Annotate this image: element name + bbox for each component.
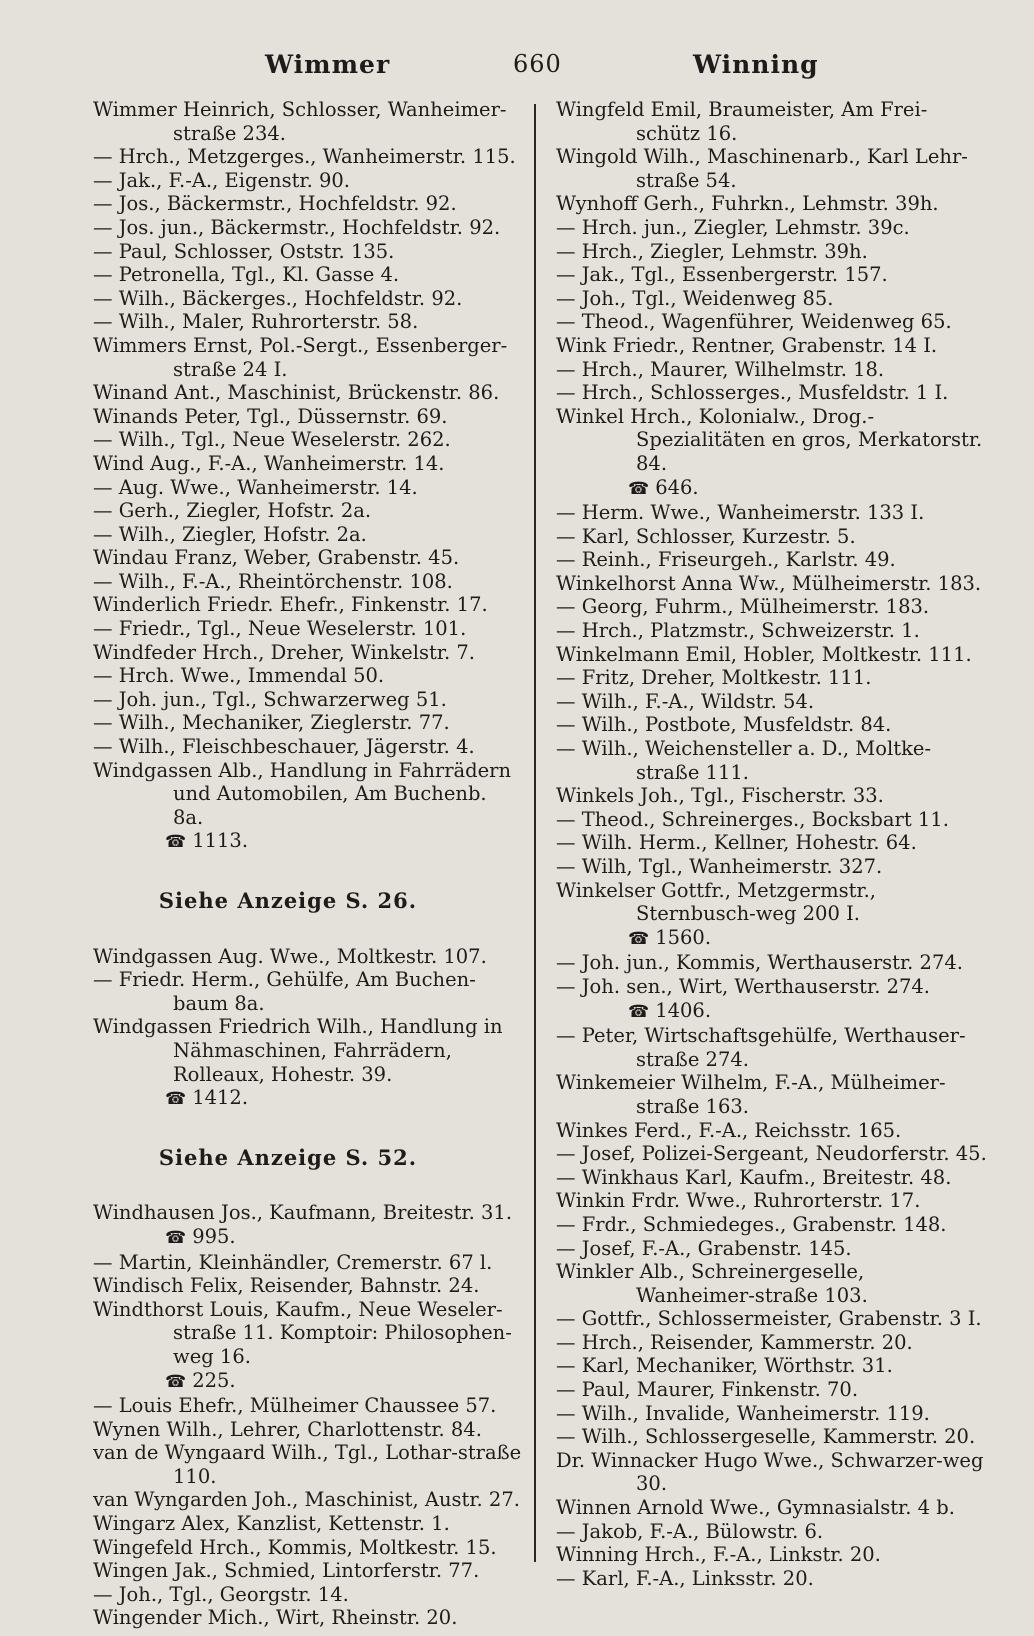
directory-entry: Winkel Hrch., Kolonialw., Drog.-Spezialitäten en gros, Merkatorstr. 84. <box>556 404 983 475</box>
directory-entry: Wingefeld Hrch., Kommis, Moltkestr. 15. <box>93 1535 497 1559</box>
directory-entry: — Wilh. Herm., Kellner, Hohestr. 64. <box>556 831 917 855</box>
directory-entry: — Hrch., Ziegler, Lehmstr. 39h. <box>556 239 868 263</box>
telephone-icon: ☎ <box>628 928 650 949</box>
directory-entry: — Wilh, Tgl., Wanheimerstr. 327. <box>556 855 883 878</box>
directory-entry: — Jakob, F.-A., Bülowstr. 6. <box>556 1519 824 1543</box>
directory-entry: — Hrch., Platzmstr., Schweizerstr. 1. <box>556 619 920 643</box>
directory-entry: — Hrch. Wwe., Immendal 50. <box>93 664 385 688</box>
directory-entry: — Wilh., Fleischbeschauer, Jägerstr. 4. <box>93 735 475 759</box>
directory-entry: — Friedr., Tgl., Neue Weselerstr. 101. <box>93 617 467 641</box>
directory-entry: Winkemeier Wilhelm, F.-A., Mülheimer-straße 163. <box>556 1071 946 1118</box>
directory-entry: ☎ 1412. <box>165 1086 249 1110</box>
directory-entry: Winands Peter, Tgl., Düssernstr. 69. <box>93 404 448 428</box>
directory-entry: Windgassen Alb., Handlung in Fahrrädern und Automobilen, Am Buchenb. 8a. <box>93 758 512 829</box>
directory-entry: Wimmer Heinrich, Schlosser, Wanheimer-straße 234. <box>93 98 507 145</box>
directory-entry: Wimmers Ernst, Pol.-Sergt., Essenberger-straße 24 I. <box>93 333 508 381</box>
directory-entry: — Martin, Kleinhändler, Cremerstr. 67 l. <box>93 1250 493 1274</box>
directory-entry: van de Wyngaard Wilh., Tgl., Lothar-straße 110. <box>93 1441 522 1488</box>
directory-entry: Wingarz Alex, Kanzlist, Kettenstr. 1. <box>93 1512 450 1536</box>
directory-entry: — Hrch., Schlosserges., Musfeldstr. 1 I. <box>556 381 949 405</box>
directory-entry: — Friedr. Herm., Gehülfe, Am Buchen-baum 8a. <box>93 968 476 1015</box>
directory-entry: — Gottfr., Schlossermeister, Grabenstr. 3 I. <box>556 1307 982 1331</box>
header-right-keyword: Winning <box>693 50 819 79</box>
directory-entry: — Gerh., Ziegler, Hofstr. 2a. <box>93 499 372 523</box>
directory-entry: Winkelser Gottfr., Metzgermstr., Sternbusch-weg 200 I. <box>556 878 877 926</box>
header-left-keyword: Wimmer <box>265 50 391 79</box>
directory-entry: — Paul, Maurer, Finkenstr. 70. <box>556 1378 859 1402</box>
directory-entry: — Theod., Schreinerges., Bocksbart 11. <box>556 807 949 831</box>
directory-entry: — Jak., F.-A., Eigenstr. 90. <box>93 168 350 192</box>
directory-entry: Wingfeld Emil, Braumeister, Am Frei-schütz 16. <box>556 98 928 145</box>
directory-entry: — Karl, Mechaniker, Wörthstr. 31. <box>556 1354 893 1378</box>
directory-entry: Dr. Winnacker Hugo Wwe., Schwarzer-weg 30. <box>556 1448 984 1496</box>
directory-entry: — Karl, F.-A., Linksstr. 20. <box>556 1566 814 1590</box>
directory-entry: — Winkhaus Karl, Kaufm., Breitestr. 48. <box>556 1165 952 1189</box>
directory-entry: — Jos., Bäckermstr., Hochfeldstr. 92. <box>93 192 457 216</box>
directory-entry: — Hrch., Reisender, Kammerstr. 20. <box>556 1330 913 1354</box>
directory-entry: — Jos. jun., Bäckermstr., Hochfeldstr. 92. <box>93 215 501 239</box>
telephone-icon: ☎ <box>165 1371 187 1392</box>
directory-entry: — Wilh., Mechaniker, Zieglerstr. 77. <box>93 711 450 735</box>
directory-entry: — Aug. Wwe., Wanheimerstr. 14. <box>93 475 418 499</box>
directory-entry: Wingold Wilh., Maschinenarb., Karl Lehr-straße 54. <box>556 145 968 192</box>
directory-entry: — Reinh., Friseurgeh., Karlstr. 49. <box>556 548 896 572</box>
directory-entry: Winnen Arnold Wwe., Gymnasialstr. 4 b. <box>556 1496 955 1520</box>
directory-entry: Winkelhorst Anna Ww., Mülheimerstr. 183. <box>556 571 982 595</box>
directory-entry: — Wilh., Weichensteller a. D., Moltke-straße 111. <box>556 737 932 784</box>
directory-entry: Wingen Jak., Schmied, Lintorferstr. 77. <box>93 1559 480 1583</box>
directory-entry: — Wilh., Bäckerges., Hochfeldstr. 92. <box>93 286 463 310</box>
directory-entry: — Joh., Tgl., Georgstr. 14. <box>93 1582 349 1606</box>
directory-entry: — Theod., Wagenführer, Weidenweg 65. <box>556 310 952 334</box>
directory-entry: ☎ 225. <box>165 1368 236 1392</box>
directory-entry: — Hrch., Metzgerges., Wanheimerstr. 115. <box>93 145 516 169</box>
directory-entry: — Joh. sen., Wirt, Werthauserstr. 274. <box>556 974 931 998</box>
column-divider <box>534 104 536 1562</box>
directory-entry: — Wilh., Postbote, Musfeldstr. 84. <box>556 713 892 737</box>
directory-entry: — Wilh., Maler, Ruhrorterstr. 58. <box>93 310 419 334</box>
telephone-icon: ☎ <box>628 478 650 499</box>
directory-entry: Winkin Frdr. Wwe., Ruhrorterstr. 17. <box>556 1189 921 1213</box>
directory-entry: Windhausen Jos., Kaufmann, Breitestr. 31. <box>93 1201 513 1225</box>
directory-entry: — Hrch., Maurer, Wilhelmstr. 18. <box>556 357 885 381</box>
directory-entry: Winderlich Friedr. Ehefr., Finkenstr. 17. <box>93 593 488 617</box>
directory-entry: — Joh., Tgl., Weidenweg 85. <box>556 286 834 310</box>
directory-entry: — Josef, Polizei-Sergeant, Neudorferstr. 45. <box>556 1142 987 1166</box>
directory-entry: — Wilh., F.-A., Wildstr. 54. <box>556 689 815 713</box>
directory-entry: — Paul, Schlosser, Oststr. 135. <box>93 239 395 263</box>
directory-entry: ☎ 995. <box>165 1224 236 1248</box>
directory-entry: Winand Ant., Maschinist, Brückenstr. 86. <box>93 381 500 405</box>
directory-entry: — Wilh., Invalide, Wanheimerstr. 119. <box>556 1401 930 1425</box>
directory-entry: — Jak., Tgl., Essenbergerstr. 157. <box>556 263 888 287</box>
directory-entry: — Joh. jun., Tgl., Schwarzerweg 51. <box>93 687 447 711</box>
right-column <box>556 98 988 1590</box>
directory-entry: Wink Friedr., Rentner, Grabenstr. 14 I. <box>556 333 938 357</box>
directory-entry: — Hrch. jun., Ziegler, Lehmstr. 39c. <box>556 215 910 239</box>
directory-entry: Windau Franz, Weber, Grabenstr. 45. <box>93 546 460 570</box>
directory-entry: Winning Hrch., F.-A., Linkstr. 20. <box>556 1543 881 1567</box>
directory-entry: — Wilh., Tgl., Neue Weselerstr. 262. <box>93 428 451 452</box>
directory-entry: Windthorst Louis, Kaufm., Neue Weseler-straße 11. Komptoir: Philosophen-weg 16. <box>93 1297 512 1368</box>
directory-entry: Winkler Alb., Schreinergeselle, Wanheimer-straße 103. <box>556 1260 868 1307</box>
directory-entry: Winkelmann Emil, Hobler, Moltkestr. 111. <box>556 642 972 666</box>
telephone-icon: ☎ <box>165 1227 187 1248</box>
directory-entry: Windgassen Aug. Wwe., Moltkestr. 107. <box>93 944 487 968</box>
directory-entry: Wingender Mich., Wirt, Rheinstr. 20. <box>93 1606 458 1630</box>
page-number: 660 <box>513 50 562 78</box>
directory-entry: — Joh. jun., Kommis, Werthauserstr. 274. <box>556 951 963 975</box>
directory-entry: — Herm. Wwe., Wanheimerstr. 133 I. <box>556 501 925 525</box>
directory-entry: Windfeder Hrch., Dreher, Winkelstr. 7. <box>93 640 475 664</box>
directory-entry: Windgassen Friedrich Wilh., Handlung in Nähmaschinen, Fahrrädern, Rolleaux, Hohestr. 39. <box>93 1015 503 1086</box>
directory-entry: — Peter, Wirtschaftsgehülfe, Werthauser-straße 274. <box>556 1024 966 1071</box>
directory-entry: — Wilh., Ziegler, Hofstr. 2a. <box>93 522 367 546</box>
directory-entry: Windisch Felix, Reisender, Bahnstr. 24. <box>93 1274 480 1298</box>
directory-entry: — Karl, Schlosser, Kurzestr. 5. <box>556 524 856 548</box>
directory-entry: — Petronella, Tgl., Kl. Gasse 4. <box>93 263 400 287</box>
directory-entry: — Wilh., F.-A., Rheintörchenstr. 108. <box>93 569 453 593</box>
directory-entry: van Wyngarden Joh., Maschinist, Austr. 27. <box>93 1488 520 1512</box>
directory-entry: — Georg, Fuhrm., Mülheimerstr. 183. <box>556 595 930 619</box>
directory-entry: ☎ 1406. <box>628 998 712 1022</box>
telephone-icon: ☎ <box>628 1001 650 1022</box>
directory-entry: — Louis Ehefr., Mülheimer Chaussee 57. <box>93 1394 497 1418</box>
directory-entry: — Wilh., Schlossergeselle, Kammerstr. 20. <box>556 1425 976 1449</box>
telephone-icon: ☎ <box>165 832 187 853</box>
advertisement-reference: Siehe Anzeige S. 26. <box>158 888 418 913</box>
directory-entry: Winkels Joh., Tgl., Fischerstr. 33. <box>556 784 884 808</box>
directory-entry: ☎ 1560. <box>628 925 712 949</box>
directory-entry: — Frdr., Schmiedeges., Grabenstr. 148. <box>556 1212 947 1236</box>
left-column <box>93 98 523 1630</box>
directory-entry: Wynhoff Gerh., Fuhrkn., Lehmstr. 39h. <box>556 192 939 216</box>
directory-entry: ☎ 1113. <box>165 829 249 853</box>
directory-entry: — Josef, F.-A., Grabenstr. 145. <box>556 1236 852 1260</box>
directory-entry: — Fritz, Dreher, Moltkestr. 111. <box>556 666 872 690</box>
directory-entry: Winkes Ferd., F.-A., Reichsstr. 165. <box>556 1118 902 1142</box>
directory-entry: Wind Aug., F.-A., Wanheimerstr. 14. <box>93 451 445 475</box>
advertisement-reference: Siehe Anzeige S. 52. <box>158 1144 418 1170</box>
telephone-icon: ☎ <box>165 1089 187 1110</box>
directory-entry: ☎ 646. <box>628 475 699 499</box>
directory-entry: Wynen Wilh., Lehrer, Charlottenstr. 84. <box>93 1417 482 1441</box>
